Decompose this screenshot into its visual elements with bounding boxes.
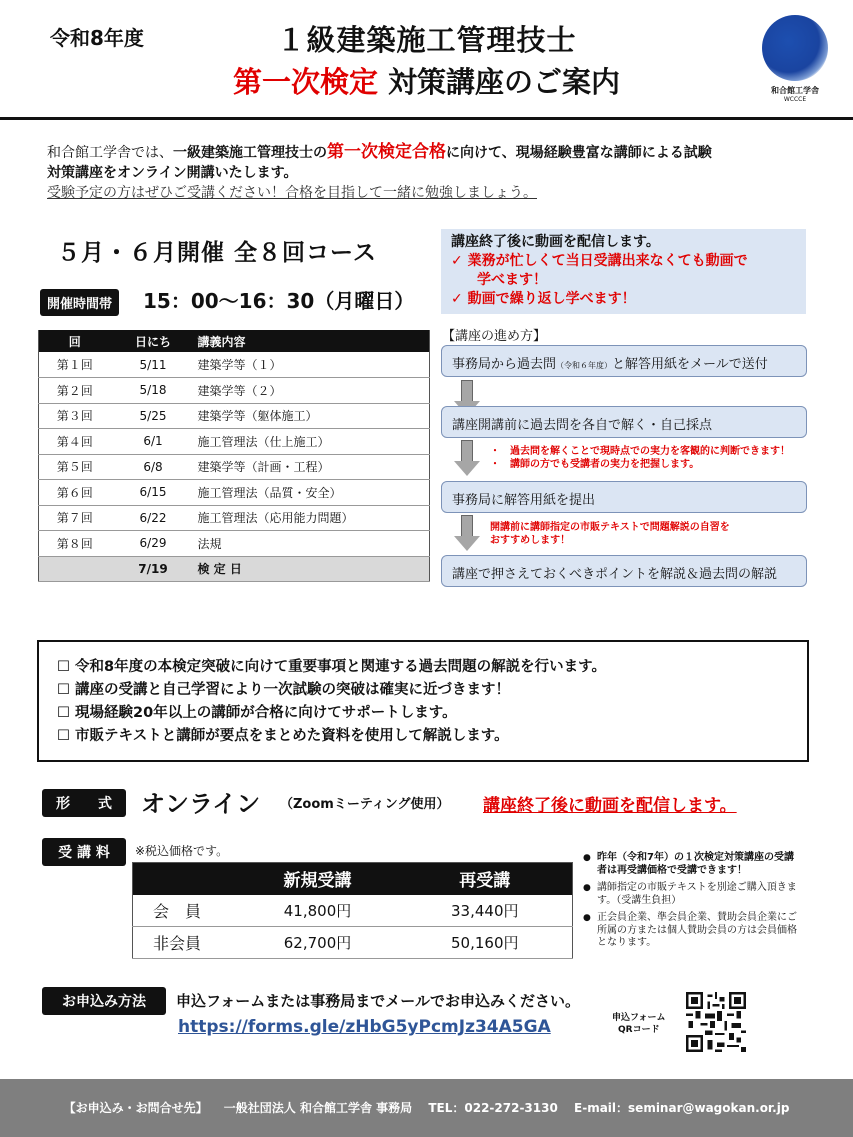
note-2b: おすすめします！ (490, 535, 571, 546)
session-topic: 施工管理法（応用能力問題） (196, 505, 430, 531)
schedule-row (39, 480, 430, 506)
down-arrow-icon (457, 515, 477, 551)
fee-note-item: ● 昨年（令和7年）の１次検定対策講座の受講者は再受講価格で受講できます！ (583, 852, 798, 877)
steps-title: 【講座の進め方】 (442, 329, 547, 344)
apply-form-link[interactable]: https://forms.gle/zHbG5yPcmJz34A5GA (178, 1017, 551, 1037)
footer-tel[interactable]: TEL：022-272-3130 (428, 1101, 558, 1115)
session-date: 6/15 (111, 480, 196, 506)
col-content: 講義内容 (196, 330, 430, 352)
session-number: 第４回 (39, 429, 111, 455)
video-notice (441, 229, 806, 314)
session-date: 5/11 (111, 352, 196, 378)
session-topic: 建築学等（１） (196, 352, 430, 378)
notice-line-3: ✓ 動画で繰り返し学べます！ (451, 291, 636, 307)
apply-text: 申込フォームまたは事務局までメールでお申込みください。 (176, 992, 580, 1010)
apply-badge: お申込み方法 (42, 987, 166, 1015)
footer-email[interactable]: E-mail：seminar@wagokan.or.jp (574, 1101, 790, 1115)
logo (760, 15, 830, 105)
key-points-box (37, 640, 809, 762)
fee-header (133, 863, 573, 895)
qr-label-1: 申込フォーム (612, 1013, 666, 1023)
logo-abbr: WCCCE (783, 96, 807, 103)
col-date: 日にち (111, 330, 196, 352)
title-highlight: 第一次検定 (232, 65, 378, 99)
hours-badge: 開催時間帯 (40, 289, 119, 316)
note-2a: 開講前に講師指定の市販テキストで問題解説の自習を (490, 522, 730, 533)
exam-date: 7/19 (111, 556, 196, 582)
session-topic: 建築学等（２） (196, 378, 430, 404)
intro-line-2: 対策講座をオンライン開講いたします。 (47, 165, 298, 181)
step-1-small: （令和６年度） (556, 361, 613, 370)
schedule-row (39, 505, 430, 531)
session-date: 6/29 (111, 531, 196, 557)
session-topic: 建築学等（躯体施工） (196, 403, 430, 429)
page-subtitle (0, 60, 853, 101)
point-item: ☐ 現場経験20年以上の講師が合格に向けてサポートします。 (57, 705, 457, 721)
format-sub: （Zoomミーティング使用） (280, 797, 450, 812)
schedule-header (39, 330, 430, 352)
col-session: 回 (39, 330, 111, 352)
fee-note-item: ● 講師指定の市販テキストを別途ご購入頂きます。（受講生負担） (583, 882, 798, 907)
page-title: １級建築施工管理技士 (276, 23, 577, 57)
footer-label: 【お申込み・お問合せ先】 (63, 1101, 208, 1115)
step-1 (441, 345, 807, 377)
fee-note-item: ● 正会員企業、準会員企業、賛助会員企業にご所属の方または個人賛助会員の方は会員価格となります。 (583, 912, 798, 950)
fee-col-new: 新規受講 (238, 863, 398, 895)
footer (0, 1079, 853, 1137)
notice-line-2b: 学べます！ (477, 272, 547, 288)
fee-new: 41,800円 (238, 895, 398, 927)
session-number: 第５回 (39, 454, 111, 480)
logo-circle-icon (762, 15, 828, 81)
tax-note: ※税込価格です。 (135, 844, 229, 858)
session-date: 5/25 (111, 403, 196, 429)
exam-empty (39, 556, 111, 582)
notice-line-2: ✓ 業務が忙しくて当日受講出来なくても動画で (451, 253, 748, 269)
session-topic: 施工管理法（品質・安全） (196, 480, 430, 506)
fee-notes (583, 852, 798, 955)
schedule-row (39, 454, 430, 480)
schedule-table (38, 330, 430, 582)
session-number: 第２回 (39, 378, 111, 404)
exam-label: 検 定 日 (196, 556, 430, 582)
note-1a: ・ 過去問を解くことで現時点での実力を客観的に判断できます！ (490, 446, 790, 457)
session-topic: 法規 (196, 531, 430, 557)
down-arrow-icon (457, 440, 477, 476)
session-date: 6/22 (111, 505, 196, 531)
session-number: 第６回 (39, 480, 111, 506)
fee-type: 会 員 (133, 895, 238, 927)
step-3: 事務局に解答用紙を提出 (441, 481, 807, 513)
course-title: ５月・６月開催 全８回コース (57, 240, 377, 266)
point-item: ☐ 市販テキストと講師が要点をまとめた資料を使用して解説します。 (57, 728, 509, 744)
session-number: 第８回 (39, 531, 111, 557)
fee-header-empty (133, 863, 238, 895)
fee-row-member (133, 895, 573, 927)
schedule-row (39, 531, 430, 557)
intro-line-1 (47, 142, 817, 163)
footer-org: 一般社団法人 和合館工学舎 事務局 (223, 1101, 413, 1115)
intro-line-3: 受験予定の方はぜひご受講ください！合格を目指して一緒に勉強しましょう。 (47, 185, 537, 201)
step-2: 講座開講前に過去問を各自で解く・自己採点 (441, 406, 807, 438)
step-note-2 (490, 521, 730, 547)
format-badge: 形 式 (42, 789, 126, 817)
exam-row (39, 556, 430, 582)
session-date: 6/8 (111, 454, 196, 480)
point-item: ☐ 令和8年度の本検定突破に向けて重要事項と関連する過去問題の解説を行います。 (57, 659, 606, 675)
schedule-row (39, 378, 430, 404)
format-main: オンライン (141, 790, 261, 818)
title-rest: 対策講座のご案内 (377, 65, 621, 99)
intro-part-d: に向けて、現場経験豊富な講師による試験 (446, 145, 712, 161)
session-topic: 施工管理法（仕上施工） (196, 429, 430, 455)
fee-repeat: 50,160円 (398, 927, 573, 959)
schedule-row (39, 403, 430, 429)
step-4: 講座で押さえておくべきポイントを解説＆過去問の解説 (441, 555, 807, 587)
schedule-row (39, 429, 430, 455)
fee-type: 非会員 (133, 927, 238, 959)
fee-row-nonmember (133, 927, 573, 959)
qr-code-icon[interactable] (686, 992, 746, 1052)
step-1-text-b: と解答用紙をメールで送付 (612, 357, 768, 372)
fee-repeat: 33,440円 (398, 895, 573, 927)
point-item: ☐ 講座の受講と自己学習により一次試験の突破は確実に近づきます！ (57, 682, 511, 698)
intro-part-a: 和合館工学舎では、 (47, 145, 173, 161)
step-1-text-a: 事務局から過去問 (452, 357, 557, 372)
header-divider (0, 117, 853, 120)
session-date: 5/18 (111, 378, 196, 404)
schedule-row (39, 352, 430, 378)
note-1b: ・ 講師の方でも受講者の実力を把握します。 (490, 459, 700, 470)
step-note-1 (490, 445, 790, 471)
session-date: 6/1 (111, 429, 196, 455)
notice-line-1: 講座終了後に動画を配信します。 (451, 234, 660, 250)
session-number: 第７回 (39, 505, 111, 531)
qr-label-2: QRコード (617, 1025, 660, 1035)
year-label: 令和8年度 (50, 26, 144, 50)
hours-value: 15：00〜16：30（月曜日） (143, 289, 415, 313)
session-number: 第３回 (39, 403, 111, 429)
session-number: 第１回 (39, 352, 111, 378)
format-note: 講座終了後に動画を配信します。 (483, 796, 737, 816)
logo-name: 和合館工学舎 (771, 86, 819, 95)
fee-table (132, 862, 573, 959)
fee-col-repeat: 再受講 (398, 863, 573, 895)
intro-highlight: 第一次検定合格 (327, 142, 446, 162)
fee-badge: 受 講 料 (42, 838, 126, 866)
qr-label (612, 1012, 666, 1036)
intro-text (47, 142, 817, 203)
session-topic: 建築学等（計画・工程） (196, 454, 430, 480)
intro-part-b: 一級建築施工管理技士の (173, 145, 327, 161)
fee-new: 62,700円 (238, 927, 398, 959)
